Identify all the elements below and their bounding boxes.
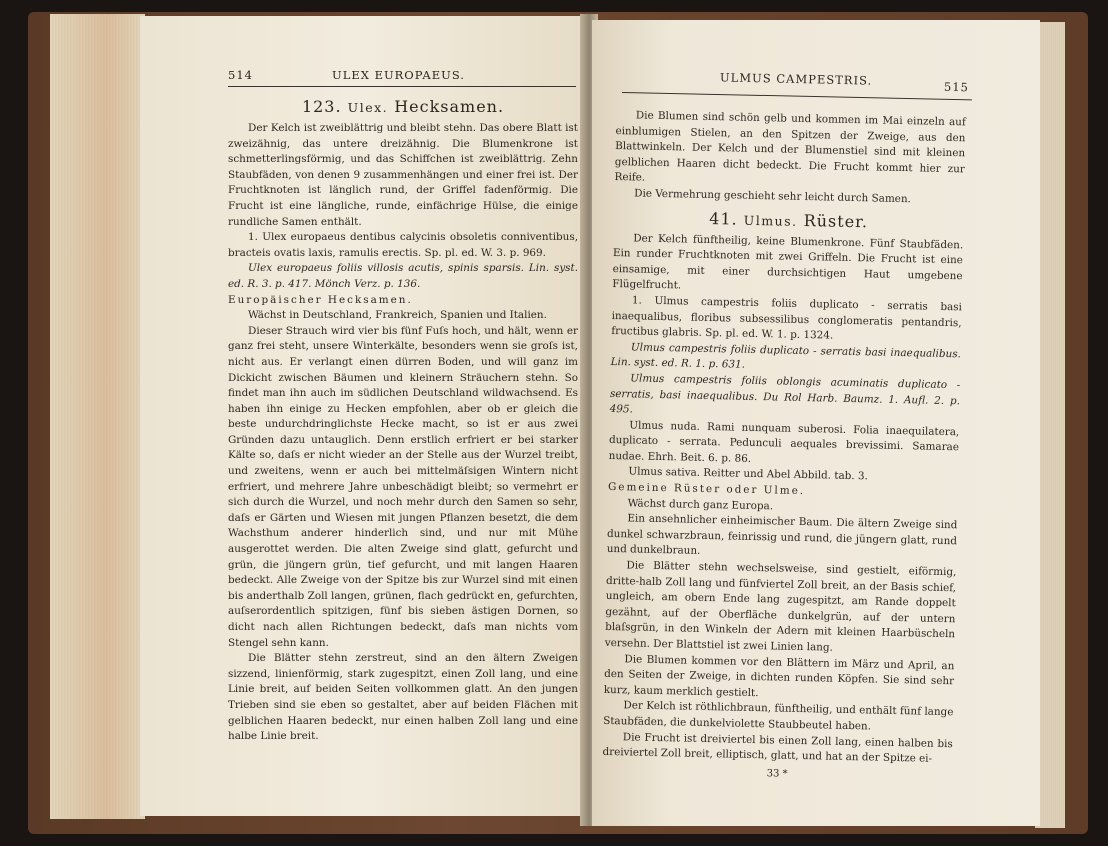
left-page-body: [228, 92, 578, 745]
entry-genus: Ulex.: [347, 100, 389, 115]
paragraph: Die Vermehrung geschieht sehr leicht durch Samen.: [634, 187, 912, 206]
paragraph: Wächst in Deutschland, Frankreich, Spanien und Italien.: [248, 309, 547, 322]
page-number: 515: [943, 79, 970, 95]
paragraph: Die Blumen sind schön gelb und kommen im Mai einzeln auf einblumigen Stielen, an den Spitzen der Zweige, aus den Blattwinkeln. Der Kelch und der Blumenstiel sind mit kleinen gelblichen Haaren dicht bedeckt. Die Frucht kommt hier zur Reife.: [614, 109, 966, 184]
signature-mark: 33 *: [766, 768, 788, 780]
entry-number: 123.: [301, 97, 342, 116]
right-page: [592, 20, 1040, 826]
left-page: [140, 16, 586, 816]
paragraph: Der Kelch ist zweiblättrig und bleibt stehn. Das obere Blatt ist zweizähnig, das untere dreizähnig. Die Blumenkrone ist schmetterlingsförmig, und das Schiffchen ist zweiblättrig. Zehn Staubfäden, von denen 9 zusammenhängen und einer frei ist. Der Fruchtknoten ist länglich rund, der Griffel fadenförmig. Die Frucht ist eine längliche, runde, einfächrige Hülse, die einige rundliche Samen enthält.: [228, 122, 578, 228]
paragraph: Die Blätter stehn zerstreut, sind an den ältern Zweigen sizzend, linienförmig, stark zugespitzt, einen Zoll lang, und eine Linie breit, auf beiden Seiten vollkommen glatt. An den jungen Trieben sind sie eben so gestaltet, aber auf beiden Flächen mit gelblichen Haaren bedeckt, nur einen halben Zoll lang und eine halbe Linie breit.: [228, 652, 578, 743]
entry-common-name: Hecksamen.: [394, 97, 505, 116]
paragraph: Wächst durch ganz Europa.: [627, 496, 774, 513]
page-edges-left: [50, 14, 145, 819]
paragraph: Ulex europaeus foliis villosis acutis, spinis sparsis. Lin. syst. ed. R. 3. p. 417. Mönch Verz. p. 136.: [228, 262, 578, 290]
entry-number: 41.: [709, 208, 738, 229]
paragraph: Der Kelch fünftheilig, keine Blumenkrone. Fünf Staubfäden. Ein runder Fruchtknoten mit zwei Griffeln. Die Frucht ist eine einsamige, mit einer durchsichtigen Haut umgebene Flügelfrucht.: [612, 231, 964, 292]
paragraph: 1. Ulmus campestris foliis duplicato - serratis basi inaequalibus, floribus subsessilibus conglomeratis pentandris, fructibus glabris. Sp. pl. ed. W. 1. p. 1324.: [611, 294, 963, 342]
paragraph: Ulmus nuda. Rami nunquam suberosi. Folia inaequilatera, duplicato - serrata. Pedunculi aequales brevissimi. Samarae nudae. Ehrh. Beit. 6. p. 86.: [608, 419, 960, 465]
head-rule: [228, 86, 576, 87]
head-rule: [622, 92, 972, 100]
species-common-name: Gemeine Rüster oder Ulme.: [607, 480, 806, 498]
paragraph: Ulmus campestris foliis duplicato - serratis basi inaequalibus. Lin. syst. ed. R. 1. p. 631.: [610, 341, 962, 372]
running-head: ULMUS CAMPESTRIS.: [719, 70, 873, 88]
paragraph: Ulmus campestris foliis oblongis acuminatis duplicato - serratis, basi inaequalibus. Du Rol Harb. Baumz. 1. Aufl. 2. p. 495.: [609, 372, 961, 416]
entry-genus: Ulmus.: [743, 212, 798, 229]
paragraph: Die Blätter stehn wechselsweise, sind gestielt, eiförmig, dritte-halb Zoll lang und fünfviertel Zoll breit, an der Basis schief, ungleich, am obern Ende lang zugespitzt, am Rande doppelt gezähnt, auf der Oberfläche dunkelgrün, auf der untern blaſsgrün, in den Winkeln der Adern mit kleinen Haarbüscheln versehn. Der Blattstiel ist zwei Linien lang.: [604, 559, 957, 654]
paragraph: 1. Ulex europaeus dentibus calycinis obsoletis conniventibus, bracteis ovatis laxis, ramulis erectis. Sp. pl. ed. W. 3. p. 969.: [228, 231, 578, 259]
paragraph: Der Kelch ist röthlichbraun, fünftheilig, und enthält fünf lange Staubfäden, die dunkelviolette Staubbeutel haben.: [603, 699, 954, 733]
paragraph: Dieser Strauch wird vier bis fünf Fuſs hoch, und hält, wenn er ganz frei steht, unsere Winterkälte, besonders wenn sie groſs ist, nicht aus. Er verlangt einen dürren Boden, und will ganz im Dickicht zwischen Bäumen und kleinern Sträuchern stehn. So findet man ihn auch im südlichen Deutschland wildwachsend. Es haben ihn einige zu Hecken empfohlen, aber ob er gleich die beste undurchdringlichste Hecke macht, so ist er aus zwei Gründen dazu untauglich. Denn erstlich erfriert er bei starker Kälte so, daſs er nicht wieder an der Stelle aus der Wurzel treibt, und zweitens, wenn er auch bei mittelmäſsigen Wintern nicht erfriert, und mehrere Jahre unbeschädigt bleibt; so vermehrt er sich durch die Wurzel, und noch mehr durch den Samen so sehr, daſs er Gärten und Wiesen mit jungen Pflanzen besetzt, die dem Wachsthum anderer hinderlich sind, und nur mit Mühe ausgerottet werden. Die alten Zweige sind glatt, gefurcht und grün, die jüngern grün, tief gefurcht, und mit langen Haaren bedeckt. Alle Zweige von der Spitze bis zur Wurzel sind mit einen bis anderthalb Zoll langen, grünen, flach gedrückt en, gefurchten, auſserordentlich spitzigen, fünf bis sieben ästigen Dornen, so dicht nach allen Richtungen bedeckt, daſs man nichts vom Stengel sehn kann.: [228, 324, 579, 649]
paragraph: Ulmus sativa. Reitter und Abel Abbild. tab. 3.: [628, 465, 869, 483]
paragraph: Die Frucht ist dreiviertel bis einen Zoll lang, einen halben bis dreiviertel Zoll breit, elliptisch, glatt, und hat an der Spitze ei-: [602, 730, 953, 765]
species-common-name: Europäischer Hecksamen.: [228, 293, 413, 306]
page-number: 514: [228, 68, 253, 82]
paragraph: Ein ansehnlicher einheimischer Baum. Die ältern Zweige sind dunkel schwarzbraun, feinrissig und rund, die jüngern glatt, rund und dunkelbraun.: [606, 512, 958, 558]
paragraph: Die Blumen kommen vor den Blättern im März und April, an den Seiten der Zweige, in dichten runden Köpfen. Sie sind sehr kurz, kaum merklich gestielt.: [603, 652, 955, 699]
entry-title: [228, 96, 578, 119]
entry-common-name: Rüster.: [803, 210, 869, 231]
right-page-body: [602, 108, 966, 786]
running-head: ULEX EUROPAEUS.: [332, 68, 465, 82]
